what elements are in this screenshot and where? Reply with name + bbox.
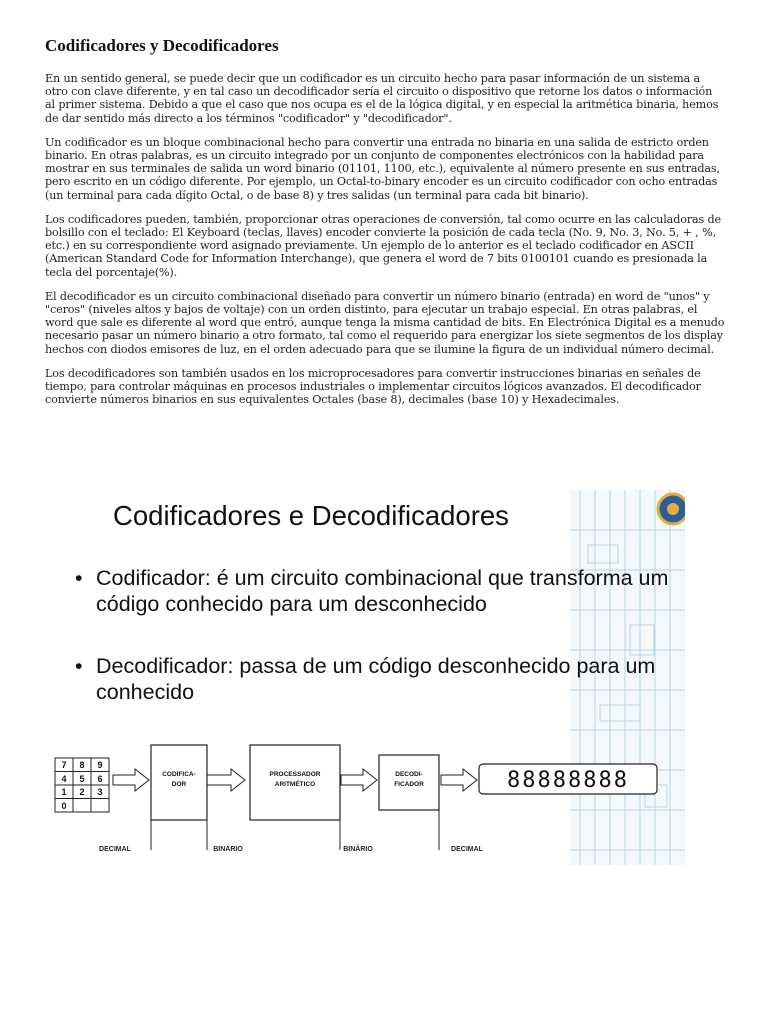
encoder-decoder-diagram xyxy=(45,740,685,865)
key-label: 1 xyxy=(61,787,67,797)
key-label: 9 xyxy=(97,760,103,770)
bullet-icon: • xyxy=(75,654,83,678)
key-label: 7 xyxy=(61,760,67,770)
bullet-text: Codificador: é um circuito combinacional que transforma um código conhecido para um desconhecido xyxy=(96,566,669,616)
stage-label: DECIMAL xyxy=(451,846,483,853)
arrow-icon xyxy=(341,769,377,791)
key-label: 8 xyxy=(79,760,85,770)
key-label: 6 xyxy=(97,774,103,784)
paragraph: Un codificador es un bloque combinacional hecho para convertir una entrada no binaria en una salida de estricto orden binario. En otras palabras, es un circuito integrado por un conjunto de componentes electrónicos con la habilidad para mostrar en sus terminales de salida un word binario (01101, 1100, etc.), equivalente al número presente en sus entradas, pero escrito en un código diferente. Por ejemplo, un Octal-to-binary encoder es un circuito codificador con ocho entradas (un terminal para cada dígito Octal, o de base 8) y tres salidas (un terminal para cada bit binario). xyxy=(45,135,720,202)
decoder-label: DECODI- xyxy=(395,771,423,778)
encoder-label: CODIFICA- xyxy=(162,771,196,778)
display-digits: 88888888 xyxy=(507,768,629,793)
key-label: 5 xyxy=(79,774,85,784)
arrow-icon xyxy=(441,769,477,791)
paragraph: Los decodificadores son también usados en los microprocesadores para convertir instrucciones binarias en señales de tiempo, para controlar máquinas en procesos industriales o implementar circuitos lógicos avanzados. El decodificador convierte números binarios en sus equivalentes Octales (base 8), decimales (base 10) y Hexadecimales. xyxy=(45,366,701,407)
arrow-icon xyxy=(207,769,245,791)
processor-label: ARITMÉTICO xyxy=(274,781,316,788)
stage-label: BINÁRIO xyxy=(343,846,373,853)
key-label: 3 xyxy=(97,787,103,797)
bullet-icon: • xyxy=(75,566,83,590)
bullet-text: Decodificador: passa de um código desconhecido para um conhecido xyxy=(96,654,656,704)
document xyxy=(45,36,725,417)
paragraph: El decodificador es un circuito combinacional diseñado para convertir un número binario (entrada) en word de "unos" y "ceros" (niveles altos y bajos de voltaje) con un orden distinto, para ejecutar un trabajo especial. En otras palabras, el word que sale es diferente al word que entró, aunque tenga la misma cantidad de bits. En Electrónica Digital es a menudo necesario pasar un número binario a otro formato, tal como el requerido para energizar los siete segmentos de los display hechos con diodos emisores de luz, en el orden adecuado para que se ilumine la figura de un individual número decimal. xyxy=(45,289,725,356)
encoder-label: DOR xyxy=(171,781,187,788)
arrow-icon xyxy=(113,769,149,791)
key-label: 4 xyxy=(61,774,67,784)
stage-label: BINÁRIO xyxy=(213,846,243,853)
paragraph: Los codificadores pueden, también, proporcionar otras operaciones de conversión, tal como ocurre en las calculadoras de bolsillo con el teclado: El Keyboard (teclas, llaves) encoder convierte la posición de cada tecla (No. 9, No. 3, No. 5, + , %, etc.) en su correspondiente word asignado previamente. Un ejemplo de lo anterior es el teclado codificador en ASCII (American Standard Code for Information Interchange), que genera el word de 7 bits 0100101 cuando es presionada la tecla del porcentaje(%). xyxy=(45,212,721,279)
key-label: 0 xyxy=(61,801,67,811)
processor-label: PROCESSADOR xyxy=(269,771,321,778)
stage-label: DECIMAL xyxy=(99,846,131,853)
document-title: Codificadores y Decodificadores xyxy=(45,36,279,55)
decoder-label: FICADOR xyxy=(394,781,424,788)
paragraph: En un sentido general, se puede decir que un codificador es un circuito hecho para pasar información de un sistema a otro con clave diferente, y en tal caso un decodificador sería el circuito o dispositivo que retorne los datos o información al primer sistema. Debido a que el caso que nos ocupa es el de la lógica digital, y en especial la aritmética binaria, hemos de dar sentido más directo a los términos "codificador" y "decodificador". xyxy=(45,72,719,125)
key-label: 2 xyxy=(79,787,85,797)
slide-title: Codificadores e Decodificadores xyxy=(113,500,509,531)
logo-icon xyxy=(656,492,685,526)
embedded-slide-image xyxy=(45,490,685,865)
